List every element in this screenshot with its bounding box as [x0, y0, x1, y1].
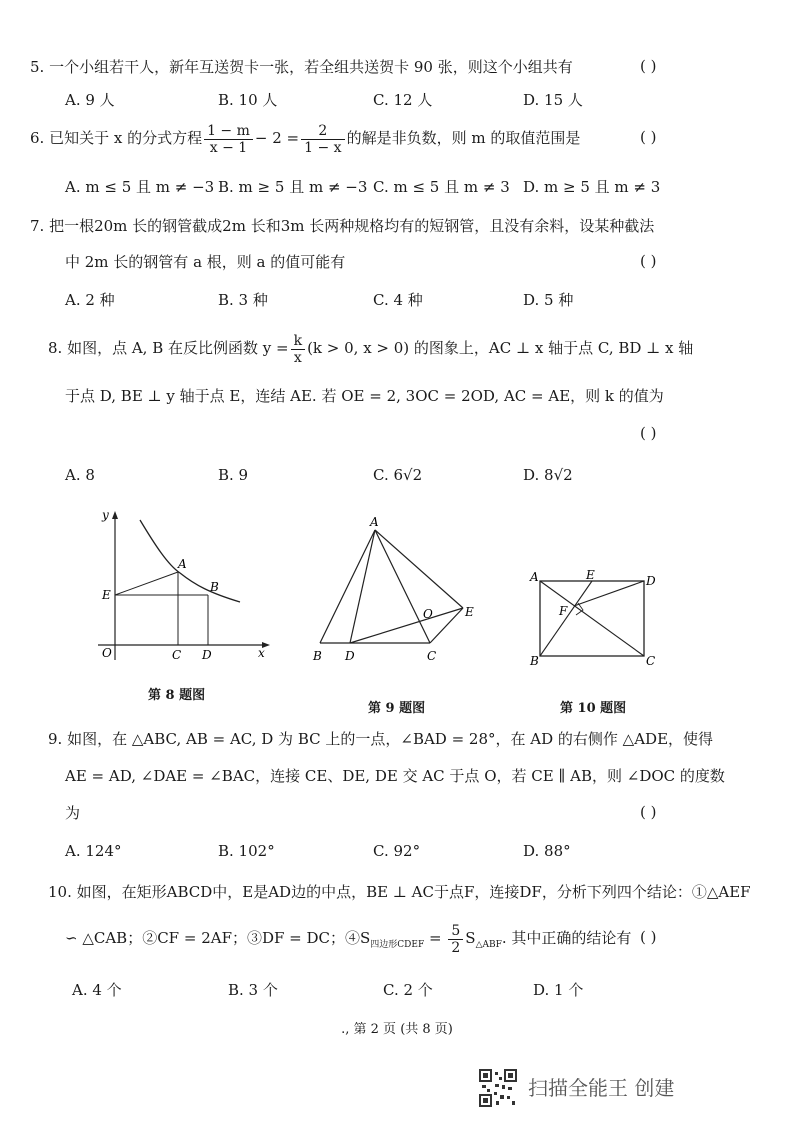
q8-answer-paren: ( ) [640, 424, 657, 442]
q7-answer-paren: ( ) [640, 252, 657, 270]
page-footer: ., 第 2 页 (共 8 页) [341, 1022, 453, 1037]
q8-fraction [291, 333, 305, 366]
fig8-segment-EA [115, 572, 178, 595]
q8-option-c: C. 6√2 [373, 466, 423, 484]
fig9-label-E: E [465, 605, 474, 619]
q5-option-b: B. 10 人 [218, 91, 278, 109]
q10-fraction [448, 923, 463, 956]
fig10-segment-BE [540, 581, 592, 656]
q6-fraction-2 [301, 123, 344, 156]
q5-option-d: D. 15 人 [523, 91, 583, 109]
fig10-label-B: B [530, 654, 539, 668]
q8-stem-a: 8. 如图，点 A, B 在反比例函数 y = [48, 339, 289, 357]
q8-frac-denominator: x [293, 349, 302, 366]
q6-frac2-denominator: 1 − x [304, 139, 342, 156]
figure-10 [522, 565, 667, 675]
q10-sub-quad: 四边形CDEF [370, 940, 425, 950]
fig8-caption: 第 8 题图 [148, 688, 206, 703]
q8-option-b: B. 9 [218, 466, 249, 484]
fig8-label-A: A [178, 557, 187, 571]
q6-frac1-numerator: 1 − m [204, 123, 253, 140]
fig8-label-B: B [210, 580, 219, 594]
q7-line1: 7. 把一根20m 长的钢管截成2m 长和3m 长两种规格均有的短钢管，且没有余料，设某种截法 [30, 217, 655, 235]
fig8-label-D: D [202, 648, 212, 662]
figure-8 [90, 505, 275, 665]
q9-line3: 为 [65, 804, 81, 822]
q10-option-d: D. 1 个 [533, 981, 584, 999]
q6-option-a: A. m ≤ 5 且 m ≠ −3 [65, 178, 215, 196]
fig9-label-B: B [313, 649, 322, 663]
fig10-label-C: C [646, 654, 656, 668]
fig10-label-D: D [646, 574, 656, 588]
q9-option-b: B. 102° [218, 842, 275, 860]
q5-answer-paren: ( ) [640, 57, 657, 75]
q7-option-d: D. 5 种 [523, 291, 574, 309]
q7-option-c: C. 4 种 [373, 291, 423, 309]
fig9-caption: 第 9 题图 [368, 701, 426, 716]
q6-stem [30, 120, 580, 156]
q6-frac2-numerator: 2 [301, 123, 344, 140]
q8-stem-b: (k > 0, x > 0) 的图象上，AC ⊥ x 轴于点 C, BD ⊥ x 轴 [307, 339, 694, 357]
qr-code-icon [478, 1068, 518, 1108]
fig8-label-E: E [102, 588, 111, 602]
fig8-y-arrow [112, 511, 118, 519]
q5-option-a: A. 9 人 [65, 91, 115, 109]
fig10-segment-DF [574, 581, 644, 606]
figure-9 [305, 512, 490, 667]
q8-option-a: A. 8 [65, 466, 95, 484]
q5-stem: 5. 一个小组若干人，新年互送贺卡一张，若全组共送贺卡 90 张，则这个小组共有 [30, 58, 573, 76]
fig9-segment-AE [375, 530, 463, 608]
q6-stem-a: 6. 已知关于 x 的分式方程 [30, 129, 203, 147]
q7-line2: 中 2m 长的钢管有 a 根，则 a 的值可能有 [65, 253, 346, 271]
fig8-label-O: O [102, 646, 112, 660]
q10-line2-b: . 其中正确的结论有 [501, 929, 632, 947]
q5-option-c: C. 12 人 [373, 91, 433, 109]
q8-frac-numerator: k [291, 333, 305, 350]
q6-option-b: B. m ≥ 5 且 m ≠ −3 [218, 178, 368, 196]
q10-frac-denominator: 2 [451, 939, 461, 956]
fig9-label-O: O [423, 607, 433, 621]
fig8-hyperbola [140, 520, 240, 602]
q8-stem [48, 330, 693, 366]
q10-frac-numerator: 5 [448, 923, 463, 940]
fig9-label-C: C [427, 649, 437, 663]
fig9-segment-AD [350, 530, 375, 643]
q9-answer-paren: ( ) [640, 803, 657, 821]
fig10-caption: 第 10 题图 [560, 701, 627, 716]
q10-option-a: A. 4 个 [72, 981, 122, 999]
q6-option-c: C. m ≤ 5 且 m ≠ 3 [373, 178, 510, 196]
q10-option-c: C. 2 个 [383, 981, 433, 999]
q6-frac1-denominator: x − 1 [209, 139, 248, 156]
fig10-label-F: F [559, 604, 568, 618]
q6-stem-b: 的解是非负数，则 m 的取值范围是 [346, 129, 581, 147]
q7-option-b: B. 3 种 [218, 291, 268, 309]
q6-minus-two: − 2 = [254, 129, 300, 147]
q10-line2-a: ∽ △CAB；②CF = 2AF；③DF = DC；④S [65, 929, 371, 947]
q10-s2: S [465, 929, 476, 947]
q8-option-d: D. 8√2 [523, 466, 573, 484]
q9-option-c: C. 92° [373, 842, 421, 860]
q10-line2 [65, 920, 631, 963]
fig9-label-A: A [370, 515, 379, 529]
fig8-label-y: y [102, 508, 109, 522]
q10-equals: = [429, 929, 442, 947]
q10-option-b: B. 3 个 [228, 981, 278, 999]
fig10-label-A: A [530, 570, 539, 584]
fig10-diagonal-AC [540, 581, 644, 656]
q9-line2: AE = AD, ∠DAE = ∠BAC，连接 CE、DE, DE 交 AC 于点 O，若 CE ∥ AB，则 ∠DOC 的度数 [65, 767, 725, 785]
q9-option-d: D. 88° [523, 842, 571, 860]
fig8-label-x: x [258, 646, 265, 660]
q6-answer-paren: ( ) [640, 128, 657, 146]
q10-line1: 10. 如图，在矩形ABCD中，E是AD边的中点，BE ⊥ AC于点F，连接DF，分析下列四个结论：①△AEF [48, 883, 751, 901]
q10-answer-paren: ( ) [640, 928, 657, 946]
q7-option-a: A. 2 种 [65, 291, 115, 309]
fig9-label-D: D [345, 649, 355, 663]
fig8-label-C: C [172, 648, 182, 662]
watermark-text: 扫描全能王 创建 [528, 1076, 675, 1100]
q9-line1: 9. 如图，在 △ABC, AB = AC, D 为 BC 上的一点，∠BAD = 28°，在 AD 的右侧作 △ADE，使得 [48, 730, 714, 748]
q9-option-a: A. 124° [65, 842, 122, 860]
q6-option-d: D. m ≥ 5 且 m ≠ 3 [523, 178, 661, 196]
q8-line2: 于点 D, BE ⊥ y 轴于点 E，连结 AE. 若 OE = 2, 3OC = 2OD, AC = AE，则 k 的值为 [65, 387, 664, 405]
fig9-segment-AC [375, 530, 430, 643]
q6-fraction-1 [204, 123, 253, 156]
fig10-label-E: E [586, 568, 595, 582]
q10-sub-tri: △ABF [475, 940, 502, 950]
fig9-segment-AB [320, 530, 375, 643]
